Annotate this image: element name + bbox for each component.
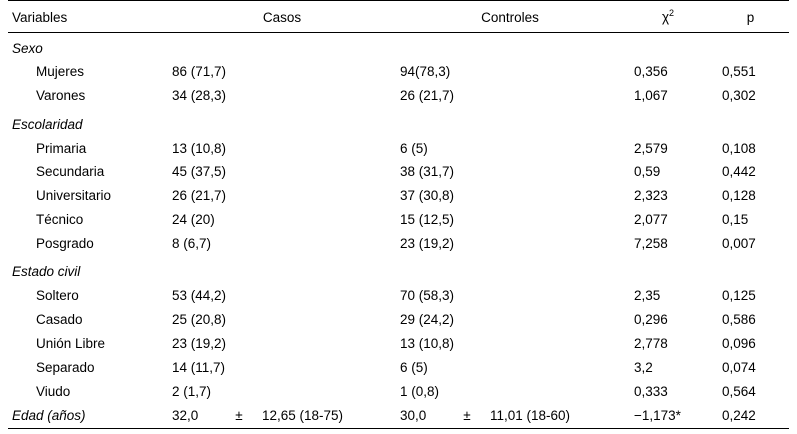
- table-body: [8, 32, 789, 429]
- row-chi: [624, 32, 712, 61]
- table-row: [8, 209, 789, 233]
- row-p: 0,007: [722, 236, 756, 251]
- row-casos: 14 (11,7): [172, 359, 226, 375]
- row-chi: 0,356: [634, 64, 668, 80]
- row-p: 0,125: [722, 288, 756, 304]
- row-controles: 23 (19,2): [400, 236, 455, 251]
- row-chi: 7,258: [634, 236, 668, 251]
- chi-exponent: 2: [669, 8, 675, 18]
- controles-sd-range: 11,01 (18-60): [490, 407, 571, 423]
- row-casos: [168, 32, 396, 61]
- row-variable: Técnico: [36, 212, 84, 228]
- table-row: [8, 32, 789, 61]
- row-chi: −1,173*: [634, 407, 681, 423]
- table-row: [8, 333, 789, 357]
- row-chi: [624, 256, 712, 284]
- row-casos: 86 (71,7): [172, 64, 227, 80]
- row-p: 0,302: [722, 88, 756, 104]
- row-p: 0,242: [722, 407, 756, 423]
- row-controles: 13 (10,8): [400, 336, 455, 351]
- row-controles: 6 (5): [400, 140, 428, 156]
- row-chi: 0,59: [634, 164, 661, 180]
- row-controles: 94(78,3): [400, 64, 451, 80]
- row-casos: 34 (28,3): [172, 88, 227, 104]
- table-header: [8, 1, 789, 33]
- statistics-table: [8, 0, 789, 429]
- row-variable: Escolaridad: [12, 116, 83, 132]
- row-chi: [624, 109, 712, 137]
- row-p: 0,108: [722, 140, 756, 156]
- row-chi: 1,067: [634, 88, 668, 104]
- controles-mean: 30,0: [400, 407, 427, 423]
- row-p: 0,128: [722, 188, 756, 204]
- row-casos: [168, 256, 396, 284]
- table-row: [8, 185, 789, 209]
- row-variable: Secundaria: [36, 164, 105, 180]
- row-p: 0,586: [722, 312, 756, 328]
- table-row: [8, 256, 789, 284]
- row-variable: Posgrado: [36, 236, 94, 251]
- row-chi: 2,35: [634, 288, 661, 304]
- header-row: [8, 1, 789, 33]
- row-variable: Primaria: [36, 140, 87, 156]
- row-controles: [396, 109, 624, 137]
- row-p: 0,442: [722, 164, 756, 180]
- table-row: [8, 61, 789, 85]
- row-p: 0,551: [722, 64, 756, 80]
- table-row: [8, 137, 789, 161]
- row-casos: 8 (6,7): [172, 236, 212, 251]
- column-header-p: p: [746, 9, 755, 25]
- row-chi: 2,778: [634, 336, 668, 351]
- row-casos: 25 (20,8): [172, 312, 227, 328]
- controles-plusminus: ±: [463, 407, 471, 423]
- row-p: [712, 32, 789, 61]
- column-header-variables: Variables: [12, 9, 68, 25]
- row-controles: 15 (12,5): [400, 212, 455, 228]
- row-controles: 70 (58,3): [400, 288, 455, 304]
- row-controles: 26 (21,7): [400, 88, 455, 104]
- row-controles: 29 (24,2): [400, 312, 455, 328]
- row-controles: [396, 32, 624, 61]
- row-chi: 3,2: [634, 359, 653, 375]
- chi-symbol: χ: [661, 9, 670, 25]
- table-row: [8, 380, 789, 404]
- column-header-chi-squared: [624, 1, 712, 33]
- row-variable: Separado: [36, 359, 95, 375]
- row-p: [712, 256, 789, 284]
- row-p: 0,074: [722, 359, 756, 375]
- row-variable: Unión Libre: [36, 336, 106, 351]
- row-p: [712, 109, 789, 137]
- row-casos: 53 (44,2): [172, 288, 227, 304]
- table-row: [8, 309, 789, 333]
- row-controles: [396, 404, 624, 428]
- row-variable: Estado civil: [12, 264, 81, 280]
- column-header-controles: Controles: [481, 9, 539, 25]
- row-casos: 45 (37,5): [172, 164, 227, 180]
- row-casos: [168, 109, 396, 137]
- table-row: [8, 285, 789, 309]
- row-controles: 37 (30,8): [400, 188, 455, 204]
- row-chi: 2,579: [634, 140, 668, 156]
- row-casos: [168, 404, 396, 428]
- column-header-casos: Casos: [262, 9, 302, 25]
- row-variable: Mujeres: [36, 64, 85, 80]
- row-variable: Sexo: [12, 40, 43, 56]
- row-variable: Soltero: [36, 288, 79, 304]
- row-p: 0,096: [722, 336, 756, 351]
- table-row: [8, 233, 789, 257]
- row-casos: 2 (1,7): [172, 383, 212, 399]
- row-p: 0,564: [722, 383, 756, 399]
- table-row: [8, 161, 789, 185]
- row-casos: 26 (21,7): [172, 188, 227, 204]
- table-row: [8, 109, 789, 137]
- row-variable: [8, 404, 168, 428]
- row-controles: 6 (5): [400, 359, 428, 375]
- row-chi: 2,323: [634, 188, 668, 204]
- casos-sd-range: 12,65 (18-75): [262, 407, 344, 423]
- row-controles: 1 (0,8): [400, 383, 440, 399]
- row-variable: Varones: [36, 88, 86, 104]
- table-row: [8, 356, 789, 380]
- row-variable: Casado: [36, 312, 83, 328]
- row-controles: [396, 256, 624, 284]
- row-casos: 24 (20): [172, 212, 215, 228]
- row-casos: 23 (19,2): [172, 336, 227, 351]
- casos-plusminus: ±: [235, 407, 243, 423]
- casos-mean: 32,0: [172, 407, 199, 423]
- row-chi: 2,077: [634, 212, 668, 228]
- table-row: [8, 85, 789, 109]
- row-casos: 13 (10,8): [172, 140, 227, 156]
- row-chi: 0,333: [634, 383, 668, 399]
- row-controles: 38 (31,7): [400, 164, 455, 180]
- edad-label: Edad (años): [12, 407, 86, 423]
- row-p: 0,15: [722, 212, 749, 228]
- row-variable: Viudo: [36, 383, 71, 399]
- row-variable: Universitario: [36, 188, 112, 204]
- row-chi: 0,296: [634, 312, 668, 328]
- table-row-edad: [8, 404, 789, 428]
